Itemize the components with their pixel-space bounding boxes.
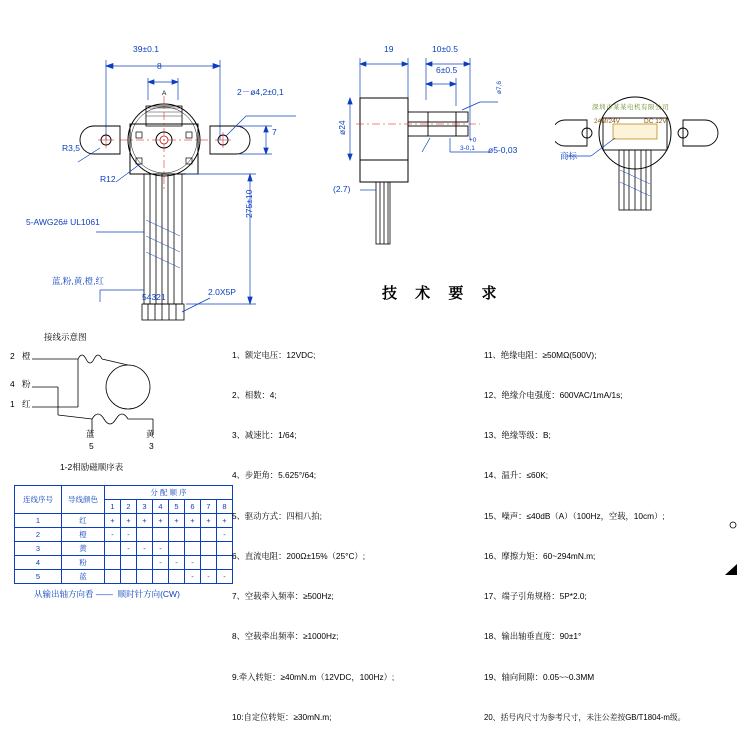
cell-step — [217, 542, 233, 556]
row-color: 黄 — [62, 542, 105, 556]
dim-radius-12: R12 — [100, 174, 116, 184]
cell-step — [201, 556, 217, 570]
cell-step: - — [217, 570, 233, 584]
table-row — [15, 514, 233, 528]
row-color: 橙 — [62, 528, 105, 542]
cell-step: - — [153, 556, 169, 570]
cell-step — [105, 570, 121, 584]
cell-step: - — [121, 542, 137, 556]
label-trademark: 商标 — [560, 151, 578, 161]
row-no: 4 — [15, 556, 62, 570]
cell-step — [217, 556, 233, 570]
label-wire-colors: 蓝,粉,黄,橙,红 — [52, 276, 104, 286]
spec-item: 10:自定位转矩：≥30mN.m; — [232, 711, 332, 722]
specs-left-column — [232, 322, 472, 751]
table-header-row — [15, 486, 233, 500]
dim-radius-3-5: R3,5 — [62, 143, 80, 153]
cell-step: + — [217, 514, 233, 528]
badge-line1: 24M/24V — [594, 118, 621, 125]
cell-step — [201, 528, 217, 542]
table-row — [15, 570, 233, 584]
spec-item: 15、噪声：≤40dB（A）（100Hz，空载，10cm）; — [484, 510, 665, 521]
row-no: 2 — [15, 528, 62, 542]
badge-arc-text: 深圳市某某电机有限公司 — [592, 104, 669, 111]
cell-step: - — [121, 528, 137, 542]
cell-step: - — [217, 528, 233, 542]
badge-line2: DC 12V — [644, 118, 667, 125]
corner-mark-triangle — [724, 562, 738, 576]
spec-item: 12、绝缘介电强度：600VAC/1mA/1s; — [484, 390, 623, 401]
pin-1-no: 1 — [10, 399, 15, 409]
cell-step: - — [153, 542, 169, 556]
cell-step — [121, 556, 137, 570]
coil-blue-label: 蓝 — [86, 429, 95, 439]
spec-item: 11、绝缘电阻：≥50MΩ(500V); — [484, 349, 597, 360]
spec-item: 19、轴向间隙：0.05~~0.3MM — [484, 671, 595, 682]
spec-item: 8、空载牵出频率：≥1000Hz; — [232, 631, 339, 642]
cell-step: + — [121, 514, 137, 528]
spec-item: 14、温升：≤60K; — [484, 470, 549, 481]
pin-1-color: 红 — [22, 399, 31, 409]
spec-item: 1、额定电压：12VDC; — [232, 349, 316, 360]
cell-step: - — [137, 542, 153, 556]
cell-step — [153, 570, 169, 584]
dim-body-diameter: ø24 — [337, 120, 347, 135]
dim-shaft-length: 10±0.5 — [432, 44, 458, 54]
specs-right-column — [484, 322, 740, 751]
label-pin-order: 54321 — [142, 292, 166, 302]
cell-step — [137, 528, 153, 542]
spec-item: 9.牵入转矩：≥40mN.m（12VDC，100Hz）; — [232, 671, 395, 682]
label-wire-spec: 5-AWG26# UL1061 — [26, 217, 100, 227]
corner-mark-circle — [728, 520, 738, 530]
label-shaft-mark: A — [162, 90, 167, 97]
cell-step: + — [153, 514, 169, 528]
coil-blue-no: 5 — [89, 441, 94, 451]
spec-item: 17、端子引角规格：5P*2.0; — [484, 591, 587, 602]
cell-step: - — [105, 528, 121, 542]
cell-step — [137, 556, 153, 570]
spec-item: 7、空载牵入频率：≥500Hz; — [232, 591, 334, 602]
side-view — [330, 40, 560, 290]
sequence-table — [14, 485, 233, 584]
dim-shaft-tol: 3-0,1 — [460, 145, 475, 152]
dim-lead-length: 275±10 — [244, 189, 254, 218]
cell-step — [185, 542, 201, 556]
pin-2-color: 橙 — [22, 351, 31, 361]
wiring-diagram-caption: 接线示意图 — [44, 332, 87, 342]
cell-step: + — [137, 514, 153, 528]
sequence-table-grid — [14, 485, 233, 584]
step-num-1: 1 — [105, 500, 121, 514]
table-row — [15, 528, 233, 542]
dim-shaft-tol2: +0 — [469, 137, 477, 144]
cell-step: + — [105, 514, 121, 528]
step-num-4: 4 — [153, 500, 169, 514]
cell-step: + — [169, 514, 185, 528]
cell-step: - — [169, 556, 185, 570]
coil-yellow-no: 3 — [149, 441, 154, 451]
header-sequence-span: 分 配 顺 序 — [105, 486, 233, 500]
dim-connector-pitch: 2.0X5P — [208, 287, 236, 297]
sequence-table-footnote: 从输出轴方向看 —— 顺时针方向(CW) — [34, 589, 180, 599]
cell-step — [169, 542, 185, 556]
cell-step: - — [201, 570, 217, 584]
cell-step: - — [185, 556, 201, 570]
spec-item: 4、步距角：5.625°/64; — [232, 470, 317, 481]
spec-item: 3、减速比：1/64; — [232, 430, 297, 441]
dim-shaft-flat: ø7,6 — [496, 80, 503, 94]
step-num-5: 5 — [169, 500, 185, 514]
spec-item: 2、相数：4; — [232, 390, 277, 401]
step-num-7: 7 — [201, 500, 217, 514]
pin-4-no: 4 — [10, 379, 15, 389]
spec-item: 5、驱动方式：四相八拍; — [232, 510, 322, 521]
dim-boss-width: 8 — [157, 61, 162, 71]
cell-step — [121, 570, 137, 584]
spec-item: 16、摩擦力矩：60~294mN.m; — [484, 550, 596, 561]
cell-step — [153, 528, 169, 542]
row-color: 蓝 — [62, 570, 105, 584]
row-no: 1 — [15, 514, 62, 528]
table-row — [15, 542, 233, 556]
dim-overall-width: 39±0.1 — [133, 44, 159, 54]
header-wire-no: 连线序号 — [15, 486, 62, 514]
dim-shaft-step: 6±0.5 — [436, 65, 458, 75]
wiring-diagram — [8, 345, 208, 455]
pin-4-color: 粉 — [22, 379, 31, 389]
table-row — [15, 556, 233, 570]
cell-step — [137, 570, 153, 584]
spec-item: 6、直流电阻：200Ω±15%（25°C）; — [232, 550, 366, 561]
step-num-6: 6 — [185, 500, 201, 514]
requirements-title: 技 术 要 求 — [382, 285, 504, 302]
row-no: 3 — [15, 542, 62, 556]
cell-step — [201, 542, 217, 556]
cell-step — [185, 528, 201, 542]
dim-hole-spec: 2－ø4,2±0,1 — [237, 87, 284, 97]
spec-item: 13、绝缘等级：B; — [484, 430, 551, 441]
row-color: 粉 — [62, 556, 105, 570]
sequence-table-caption: 1-2相励磁顺序表 — [60, 462, 124, 472]
cell-step — [105, 556, 121, 570]
pin-2-no: 2 — [10, 351, 15, 361]
coil-yellow-label: 黄 — [146, 429, 155, 439]
header-wire-color: 导线颜色 — [62, 486, 105, 514]
cell-step — [169, 528, 185, 542]
step-num-2: 2 — [121, 500, 137, 514]
spec-item: 20、括号内尺寸为参考尺寸，未注公差按GB/T1804-m级。 — [484, 712, 686, 722]
dim-height-7: 7 — [272, 127, 277, 137]
row-color: 红 — [62, 514, 105, 528]
cell-step — [105, 542, 121, 556]
cell-step — [169, 570, 185, 584]
step-num-8: 8 — [217, 500, 233, 514]
row-no: 5 — [15, 570, 62, 584]
dim-body-thickness: 19 — [384, 44, 394, 54]
dim-ref: (2.7) — [333, 184, 351, 194]
spec-item: 18、输出轴垂直度：90±1° — [484, 631, 582, 642]
cell-step: + — [201, 514, 217, 528]
dim-shaft-diameter: ø5-0,03 — [488, 145, 518, 155]
step-num-3: 3 — [137, 500, 153, 514]
cell-step: - — [185, 570, 201, 584]
cell-step: + — [185, 514, 201, 528]
